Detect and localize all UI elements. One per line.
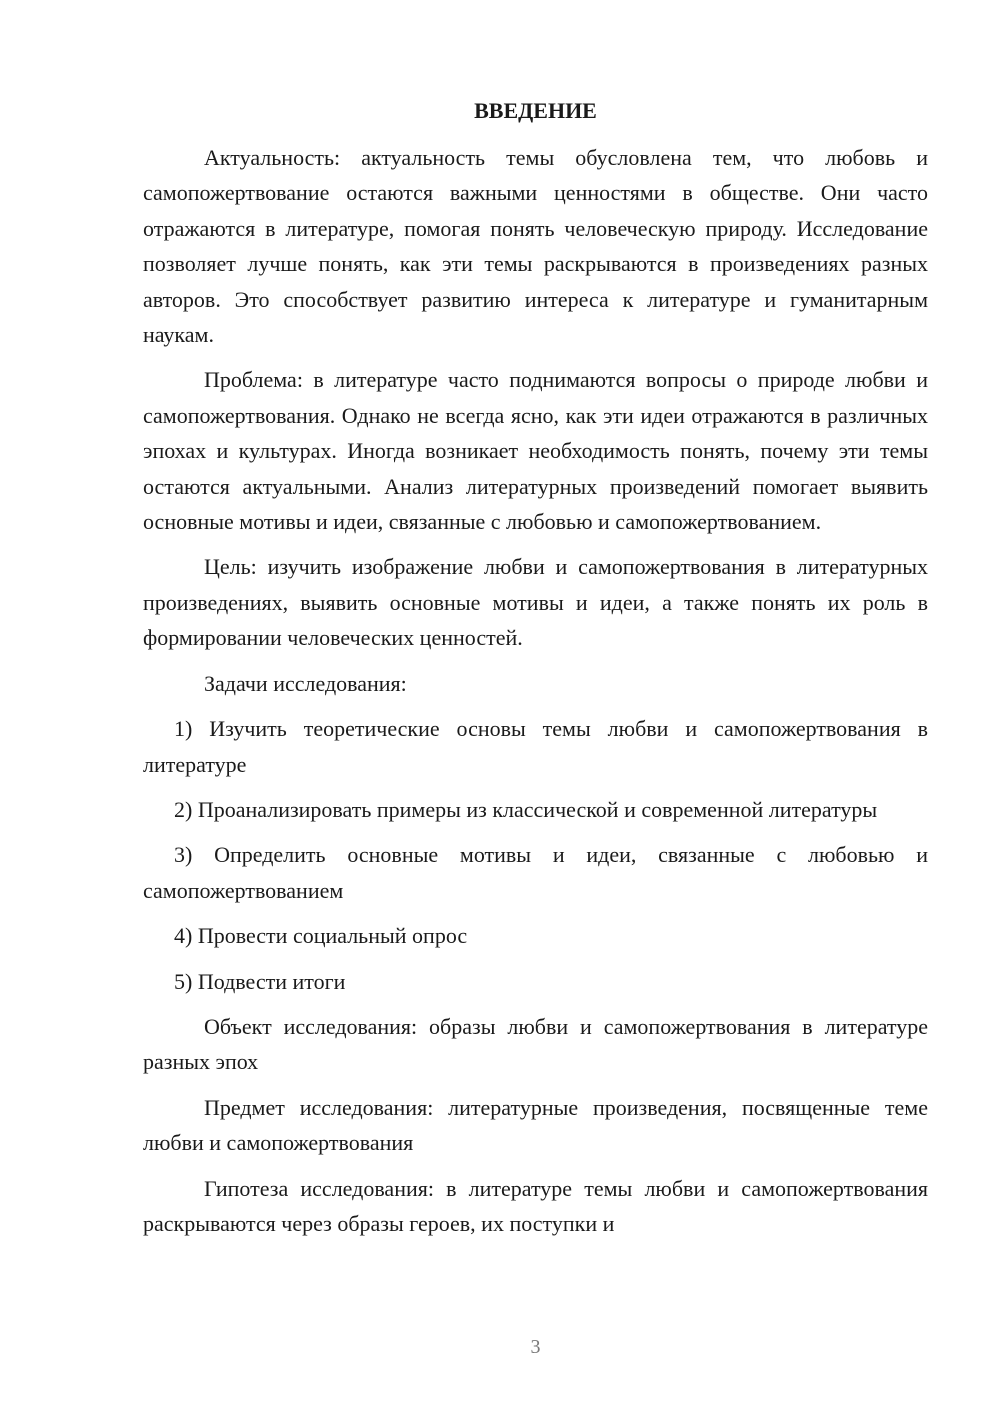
paragraph-relevance: Актуальность: актуальность темы обусловлена тем, что любовь и самопожертвование остаются важными ценностями в обществе. Они часто отражаются в литературе, помогая понять человеческую природу. Исследование позволяет лучше понять, как эти темы раскрываются в произведениях разных авторов. Это способствует развитию интереса к литературе и гуманитарным наукам.	[143, 145, 928, 348]
paragraph-problem: Проблема: в литературе часто поднимаются вопросы о природе любви и самопожертвования. Однако не всегда ясно, как эти идеи отражаются в различных эпохах и культурах. Иногда возникает необходимость понять, почему эти темы остаются актуальными. Анализ литературных произведений помогает выявить основные мотивы и идеи, связанные с любовью и самопожертвованием.	[143, 367, 928, 535]
task-item-5: 5) Подвести итоги	[174, 968, 346, 994]
task-item-1: 1) Изучить теоретические основы темы любви и самопожертвования в литературе	[143, 716, 928, 777]
paragraph-hypothesis: Гипотеза исследования: в литературе темы любви и самопожертвования раскрываются через образы героев, их поступки и	[143, 1175, 928, 1236]
task-item-3: 3) Определить основные мотивы и идеи, связанные с любовью и самопожертвованием	[143, 842, 928, 903]
section-title: ВВЕДЕНИЕ	[474, 98, 597, 123]
page-content	[143, 97, 928, 1251]
page-number: 3	[530, 1336, 541, 1358]
paragraph-tasks-heading: Задачи исследования:	[204, 670, 407, 696]
paragraph-object: Объект исследования: образы любви и самопожертвования в литературе разных эпох	[143, 1013, 928, 1075]
paragraph-subject: Предмет исследования: литературные произведения, посвященные теме любви и самопожертвования	[143, 1094, 928, 1156]
task-item-2: 2) Проанализировать примеры из классической и современной литературы	[174, 796, 878, 822]
paragraph-goal: Цель: изучить изображение любви и самопожертвования в литературных произведениях, выявить основные мотивы и идеи, а также понять их роль в формировании человеческих ценностей.	[143, 554, 928, 651]
task-item-4: 4) Провести социальный опрос	[174, 923, 468, 949]
